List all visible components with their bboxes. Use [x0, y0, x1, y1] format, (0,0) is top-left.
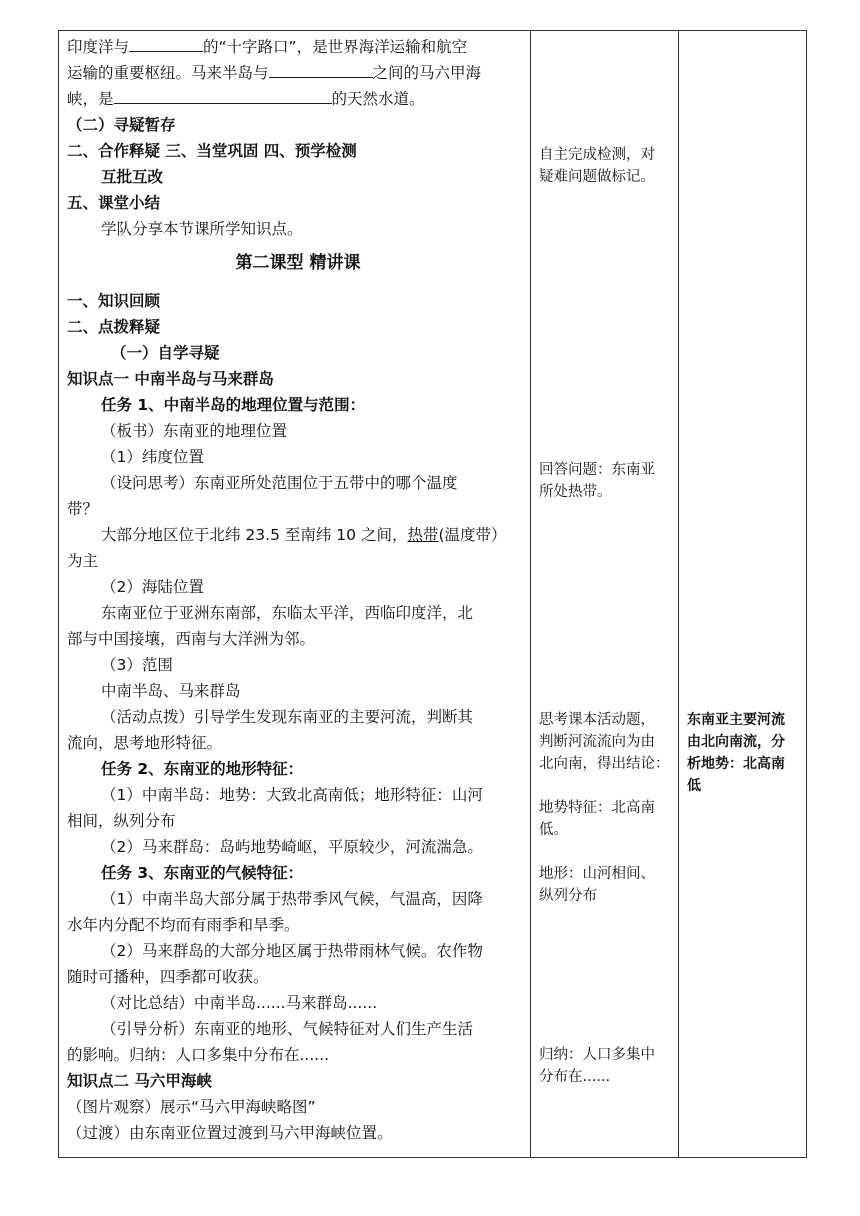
text-line: 东南亚位于亚洲东南部，东临太平洋，西临印度洋，北 — [101, 604, 474, 622]
text-line: （2）马来群岛：岛屿地势崎岖，平原较少，河流湍急。 — [101, 838, 483, 856]
note-line: 自主完成检测，对 — [539, 147, 655, 163]
heading-task-1: 任务 1、中南半岛的地理位置与范围： — [101, 396, 366, 414]
note-line: 分布在...... — [539, 1069, 611, 1085]
text-line: 的影响。归纳：人口多集中分布在...... — [67, 1046, 330, 1064]
note-line: 判断河流流向为由 — [539, 734, 655, 750]
heading-knowledge-1: 知识点一 中南半岛与马来群岛 — [67, 370, 274, 388]
text-line: 学队分享本节课所学知识点。 — [101, 220, 303, 238]
heading-task-3: 任务 3、东南亚的气候特征： — [101, 864, 304, 882]
note-line: 北向南，得出结论： — [539, 756, 670, 772]
text-line: 部与中国接壤，西南与大洋洲为邻。 — [67, 630, 316, 648]
text-line: 水年内分配不均而有雨季和旱季。 — [67, 916, 300, 934]
text-line: 带？ — [67, 500, 99, 518]
fill-blank — [269, 63, 373, 78]
note-line: 地势特征：北高南 — [539, 800, 655, 816]
note-line: 地形：山河相间、 — [539, 866, 655, 882]
heading-review: 一、知识回顾 — [67, 292, 161, 310]
note-line: 东南亚主要河流 — [687, 712, 785, 728]
text-line: （引导分析）东南亚的地形、气候特征对人们生产生活 — [101, 1020, 474, 1038]
text-line: 峡，是 的天然水道。 — [67, 90, 425, 108]
heading-selfstudy: （一）自学寻疑 — [111, 344, 220, 362]
note-line: 回答问题：东南亚 — [539, 462, 655, 478]
lesson-plan-table — [58, 30, 807, 1158]
text-line: （1）中南半岛：地势：大致北高南低；地形特征：山河 — [101, 786, 483, 804]
text-line: （板书）东南亚的地理位置 — [101, 422, 288, 440]
text-line: （2）海陆位置 — [101, 578, 204, 596]
text-line: 运输的重要枢纽。马来半岛与 之间的马六甲海 — [67, 64, 482, 82]
text-line: （图片观察）展示“马六甲海峡略图” — [67, 1098, 316, 1116]
fill-blank — [114, 89, 332, 104]
text-line: （1）纬度位置 — [101, 448, 204, 466]
note-line: 思考课本活动题， — [539, 712, 655, 728]
text-line: （2）马来群岛的大部分地区属于热带雨林气候。农作物 — [101, 942, 483, 960]
note-line: 低。 — [539, 822, 568, 838]
heading-summary: 五、课堂小结 — [67, 194, 161, 212]
heading-xunyi: （二）寻疑暂存 — [67, 116, 176, 134]
underlined-answer: 热带 — [407, 526, 439, 544]
note-line: 疑难问题做标记。 — [539, 169, 655, 185]
heading-steps: 二、合作释疑 三、当堂巩固 四、预学检测 — [67, 142, 357, 160]
text-line: 相间，纵列分布 — [67, 812, 176, 830]
text-line: （3）范围 — [101, 656, 173, 674]
text-line: 大部分地区位于北纬 23.5 至南纬 10 之间，热带(温度带） — [101, 526, 507, 544]
heading-knowledge-2: 知识点二 马六甲海峡 — [67, 1072, 212, 1090]
heading-hupi: 互批互改 — [101, 168, 164, 186]
note-line: 所处热带。 — [539, 484, 612, 500]
text-line: 随时可播种，四季都可收获。 — [67, 968, 269, 986]
fill-blank — [129, 37, 203, 52]
text-line: 为主 — [67, 552, 99, 570]
note-line: 归纳：人口多集中 — [539, 1047, 655, 1063]
text-line: （对比总结）中南半岛......马来群岛...... — [101, 994, 378, 1012]
column-divider — [530, 31, 531, 1157]
note-line: 析地势：北高南 — [687, 756, 785, 772]
text-line: 流向，思考地形特征。 — [67, 734, 223, 752]
heading-explain: 二、点拨释疑 — [67, 318, 161, 336]
section-title: 第二课型 精讲课 — [235, 253, 361, 273]
note-line: 由北向南流，分 — [687, 734, 785, 750]
note-line: 低 — [687, 778, 701, 794]
text-line: （过渡）由东南亚位置过渡到马六甲海峡位置。 — [67, 1124, 393, 1142]
text-line: （活动点拨）引导学生发现东南亚的主要河流，判断其 — [101, 708, 474, 726]
text-line: 印度洋与 的“十字路口”，是世界海洋运输和航空 — [67, 38, 468, 56]
column-divider — [678, 31, 679, 1157]
text-line: 中南半岛、马来群岛 — [101, 682, 241, 700]
text-line: （1）中南半岛大部分属于热带季风气候，气温高，因降 — [101, 890, 483, 908]
text-line: （设问思考）东南亚所处范围位于五带中的哪个温度 — [101, 474, 458, 492]
note-line: 纵列分布 — [539, 888, 597, 904]
heading-task-2: 任务 2、东南亚的地形特征： — [101, 760, 304, 778]
